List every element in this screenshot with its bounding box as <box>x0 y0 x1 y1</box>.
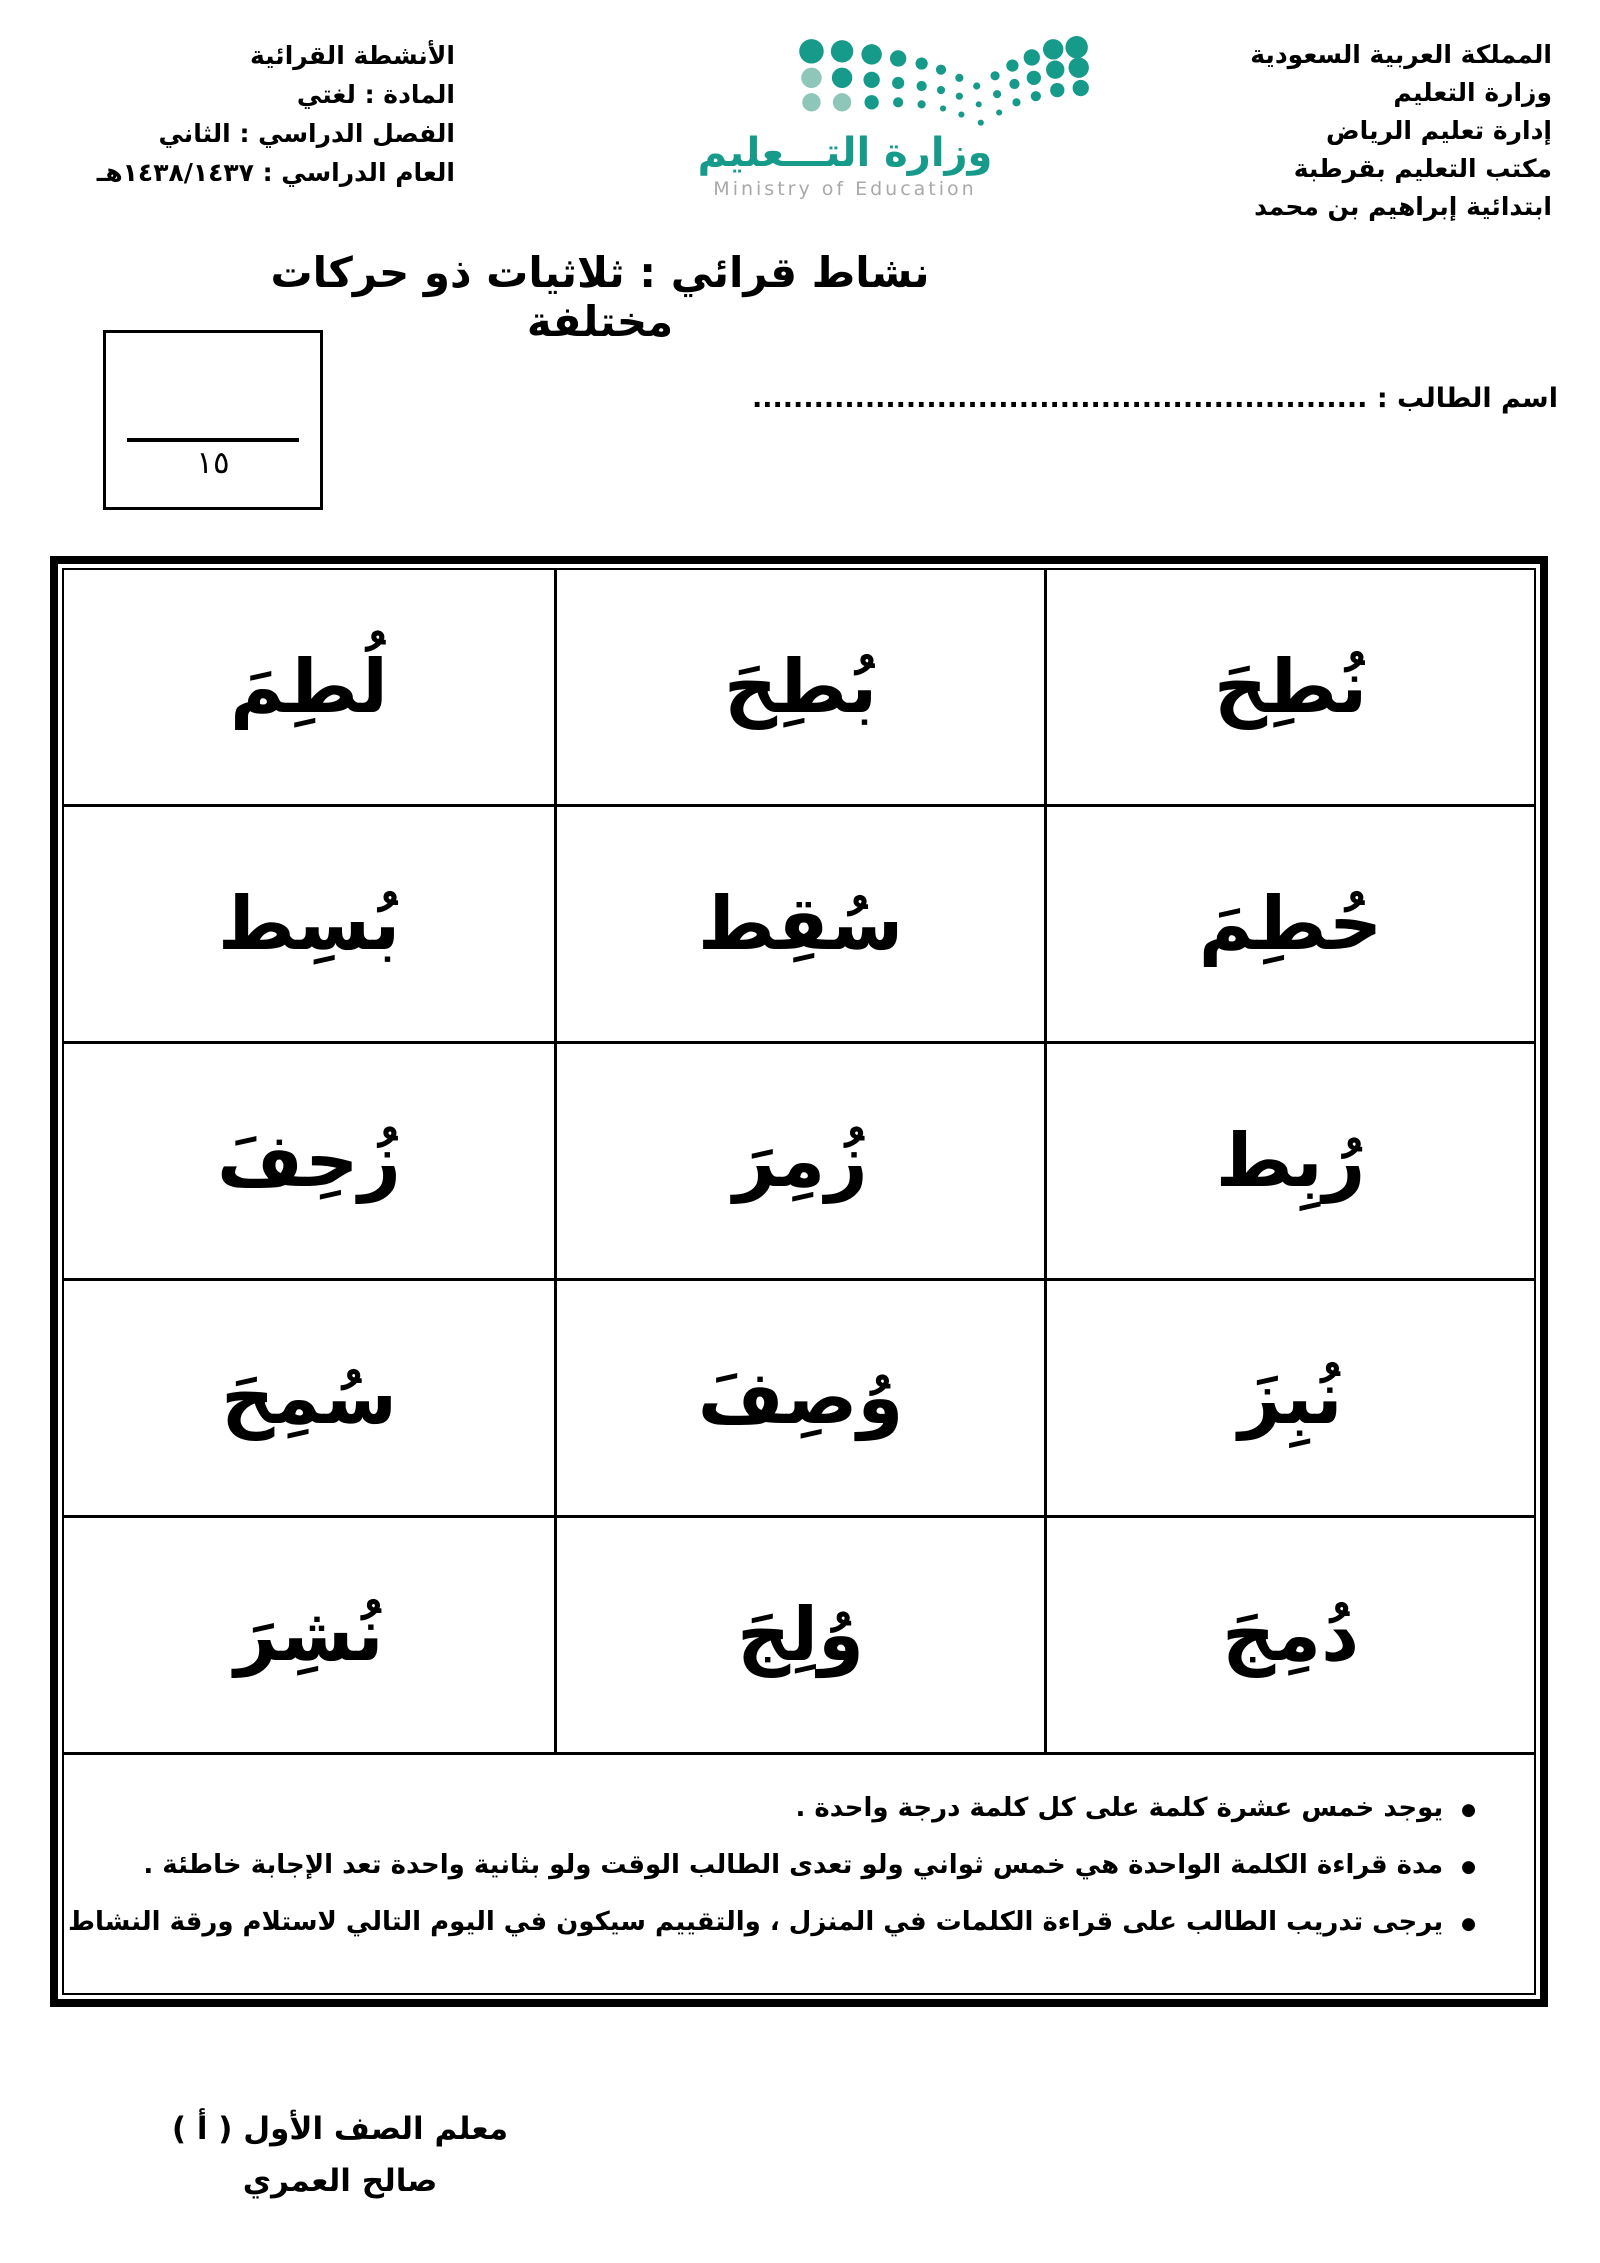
word-cell: زُحِفَ <box>216 1118 402 1204</box>
word-cell: رُبِط <box>1044 1044 1534 1278</box>
instruction-item-1 <box>94 1793 1476 1827</box>
header-right-line-4: مكتب التعليم بقرطبة <box>1293 154 1552 183</box>
word-table <box>49 568 1536 1995</box>
ministry-logo-english-wordmark: Ministry of Education <box>713 178 977 200</box>
header-right-block <box>1032 36 1552 226</box>
word-table-row-1 <box>64 570 1534 807</box>
header-right-line-2: وزارة التعليم <box>1393 78 1552 107</box>
header-right-line-5: ابتدائية إبراهيم بن محمد <box>1254 192 1552 221</box>
word-cell: بُسِط <box>217 881 401 967</box>
word-cell: لُطِمَ <box>230 644 388 730</box>
instruction-text: يوجد خمس عشرة كلمة على كل كلمة درجة واحدة . <box>795 1793 1444 1823</box>
instruction-item-2 <box>94 1850 1476 1884</box>
instruction-item-3 <box>49 1907 1476 1941</box>
ministry-logo-text <box>630 130 1060 202</box>
word-cell: نُطِحَ <box>1044 570 1534 804</box>
teacher-name: صالح العمري <box>242 2163 438 2199</box>
header-left-block <box>85 36 455 192</box>
word-cell: وُصِفَ <box>554 1281 1044 1515</box>
word-table-row-5 <box>64 1518 1534 1755</box>
teacher-title: معلم الصف الأول ( أ ) <box>171 2111 509 2147</box>
student-name-label: اسم الطالب : <box>1376 383 1558 414</box>
bullet-icon: ● <box>1461 1857 1476 1877</box>
instructions-section <box>49 1755 1534 1993</box>
word-cell: سُقِط <box>554 807 1044 1041</box>
bullet-icon: ● <box>1461 1800 1476 1820</box>
word-table-frame <box>50 556 1548 2007</box>
header-right-line-1: المملكة العربية السعودية <box>1250 40 1552 69</box>
word-cell: زُمِرَ <box>554 1044 1044 1278</box>
header-left-line-4: العام الدراسي : ١٤٣٨/١٤٣٧هـ <box>96 158 455 187</box>
bullet-icon: ● <box>1461 1914 1476 1934</box>
header-right-line-3: إدارة تعليم الرياض <box>1326 116 1552 145</box>
word-cell: نُشِرَ <box>234 1592 384 1678</box>
word-cell: وُلِجَ <box>554 1518 1044 1752</box>
student-name-row <box>752 383 1558 414</box>
page-title: نشاط قرائي : ثلاثيات ذو حركات مختلفة <box>270 248 930 346</box>
header-left-line-3: الفصل الدراسي : الثاني <box>158 119 455 148</box>
ministry-logo-arabic-wordmark: وزارة التـــعليم <box>697 130 993 176</box>
word-cell: بُطِحَ <box>554 570 1044 804</box>
score-box <box>103 330 323 510</box>
score-fraction-line <box>127 438 298 442</box>
word-cell: حُطِمَ <box>1044 807 1534 1041</box>
word-table-row-3 <box>64 1044 1534 1281</box>
word-cell: دُمِجَ <box>1044 1518 1534 1752</box>
header-left-line-1: الأنشطة القرائية <box>249 41 455 70</box>
instruction-text: يرجى تدريب الطالب على قراءة الكلمات في المنزل ، والتقييم سيكون في اليوم التالي لاستلام ورقة النشاط . <box>49 1907 1444 1937</box>
word-cell: سُمِحَ <box>221 1355 397 1441</box>
student-name-blank-line: ............................................................ <box>752 383 1368 414</box>
word-table-row-2 <box>64 807 1534 1044</box>
teacher-signature-block <box>100 2103 580 2207</box>
word-cell: نُبِزَ <box>1044 1281 1534 1515</box>
word-table-row-4 <box>64 1281 1534 1518</box>
instruction-text: مدة قراءة الكلمة الواحدة هي خمس ثواني ولو تعدى الطالب الوقت ولو بثانية واحدة تعد الإجابة خاطئة . <box>143 1850 1444 1880</box>
header-left-line-2: المادة : لغتي <box>296 80 455 109</box>
score-total-value: ١٥ <box>196 445 230 481</box>
